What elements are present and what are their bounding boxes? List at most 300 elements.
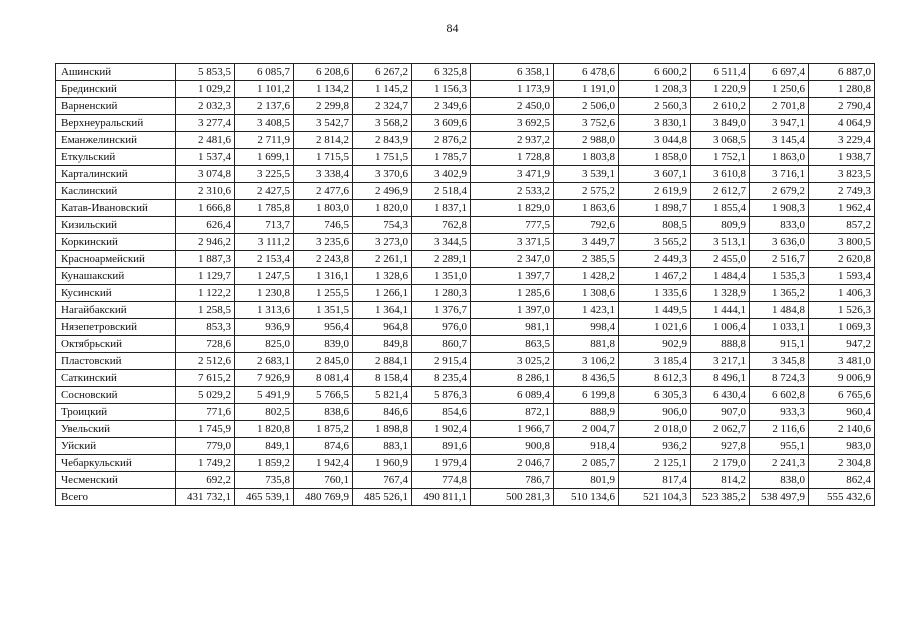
value-cell: 933,3	[750, 404, 809, 421]
value-cell: 956,4	[294, 319, 353, 336]
value-cell: 1 029,2	[176, 81, 235, 98]
value-cell: 9 006,9	[809, 370, 875, 387]
value-cell: 849,8	[353, 336, 412, 353]
value-cell: 8 612,3	[619, 370, 691, 387]
district-name-cell: Всего	[56, 489, 176, 506]
value-cell: 2 455,0	[691, 251, 750, 268]
value-cell: 6 085,7	[235, 64, 294, 81]
table-row	[56, 353, 875, 370]
value-cell: 1 484,8	[750, 302, 809, 319]
value-cell: 3 370,6	[353, 166, 412, 183]
value-cell: 2 347,0	[471, 251, 554, 268]
value-cell: 1 308,6	[554, 285, 619, 302]
value-cell: 2 179,0	[691, 455, 750, 472]
value-cell: 3 449,7	[554, 234, 619, 251]
value-cell: 2 946,2	[176, 234, 235, 251]
value-cell: 2 496,9	[353, 183, 412, 200]
value-cell: 1 938,7	[809, 149, 875, 166]
value-cell: 839,0	[294, 336, 353, 353]
district-name-cell: Коркинский	[56, 234, 176, 251]
value-cell: 2 449,3	[619, 251, 691, 268]
value-cell: 1 820,8	[235, 421, 294, 438]
value-cell: 5 491,9	[235, 387, 294, 404]
value-cell: 2 845,0	[294, 353, 353, 370]
value-cell: 1 449,5	[619, 302, 691, 319]
value-cell: 1 364,1	[353, 302, 412, 319]
value-cell: 927,8	[691, 438, 750, 455]
value-cell: 8 235,4	[412, 370, 471, 387]
value-cell: 891,6	[412, 438, 471, 455]
value-cell: 983,0	[809, 438, 875, 455]
value-cell: 3 636,0	[750, 234, 809, 251]
value-cell: 1 863,0	[750, 149, 809, 166]
value-cell: 1 351,5	[294, 302, 353, 319]
district-name-cell: Каслинский	[56, 183, 176, 200]
table-row	[56, 115, 875, 132]
value-cell: 2 481,6	[176, 132, 235, 149]
table-row	[56, 387, 875, 404]
value-cell: 2 032,3	[176, 98, 235, 115]
value-cell: 2 988,0	[554, 132, 619, 149]
value-cell: 1 785,8	[235, 200, 294, 217]
value-cell: 774,8	[412, 472, 471, 489]
value-cell: 2 915,4	[412, 353, 471, 370]
value-cell: 947,2	[809, 336, 875, 353]
value-cell: 777,5	[471, 217, 554, 234]
value-cell: 936,2	[619, 438, 691, 455]
value-cell: 8 081,4	[294, 370, 353, 387]
table-row	[56, 421, 875, 438]
value-cell: 918,4	[554, 438, 619, 455]
value-cell: 2 516,7	[750, 251, 809, 268]
district-name-cell: Еткульский	[56, 149, 176, 166]
value-cell: 906,0	[619, 404, 691, 421]
value-cell: 2 843,9	[353, 132, 412, 149]
value-cell: 2 619,9	[619, 183, 691, 200]
value-cell: 2 299,8	[294, 98, 353, 115]
value-cell: 2 241,3	[750, 455, 809, 472]
value-cell: 1 537,4	[176, 149, 235, 166]
district-name-cell: Брединский	[56, 81, 176, 98]
table-row	[56, 149, 875, 166]
district-name-cell: Октябрьский	[56, 336, 176, 353]
table-row	[56, 200, 875, 217]
district-name-cell: Сосновский	[56, 387, 176, 404]
value-cell: 5 853,5	[176, 64, 235, 81]
value-cell: 888,9	[554, 404, 619, 421]
value-cell: 1 280,3	[412, 285, 471, 302]
value-cell: 6 600,2	[619, 64, 691, 81]
value-cell: 801,9	[554, 472, 619, 489]
value-cell: 1 942,4	[294, 455, 353, 472]
value-cell: 3 025,2	[471, 353, 554, 370]
value-cell: 1 467,2	[619, 268, 691, 285]
value-cell: 2 289,1	[412, 251, 471, 268]
value-cell: 1 335,6	[619, 285, 691, 302]
value-cell: 2 243,8	[294, 251, 353, 268]
value-cell: 521 104,3	[619, 489, 691, 506]
value-cell: 2 140,6	[809, 421, 875, 438]
value-cell: 3 481,0	[809, 353, 875, 370]
value-cell: 808,5	[619, 217, 691, 234]
value-cell: 2 560,3	[619, 98, 691, 115]
value-cell: 1 829,0	[471, 200, 554, 217]
value-cell: 692,2	[176, 472, 235, 489]
value-cell: 1 749,2	[176, 455, 235, 472]
value-cell: 3 542,7	[294, 115, 353, 132]
value-cell: 1 887,3	[176, 251, 235, 268]
value-cell: 1 752,1	[691, 149, 750, 166]
value-cell: 490 811,1	[412, 489, 471, 506]
value-cell: 779,0	[176, 438, 235, 455]
value-cell: 8 158,4	[353, 370, 412, 387]
district-name-cell: Пластовский	[56, 353, 176, 370]
value-cell: 762,8	[412, 217, 471, 234]
value-cell: 754,3	[353, 217, 412, 234]
value-cell: 1 230,8	[235, 285, 294, 302]
value-cell: 1 966,7	[471, 421, 554, 438]
value-cell: 1 526,3	[809, 302, 875, 319]
value-cell: 6 208,6	[294, 64, 353, 81]
district-name-cell: Варненский	[56, 98, 176, 115]
value-cell: 1 962,4	[809, 200, 875, 217]
value-cell: 792,6	[554, 217, 619, 234]
district-name-cell: Еманжелинский	[56, 132, 176, 149]
value-cell: 8 286,1	[471, 370, 554, 387]
value-cell: 431 732,1	[176, 489, 235, 506]
value-cell: 1 122,2	[176, 285, 235, 302]
value-cell: 2 518,4	[412, 183, 471, 200]
value-cell: 2 749,3	[809, 183, 875, 200]
value-cell: 735,8	[235, 472, 294, 489]
value-cell: 2 620,8	[809, 251, 875, 268]
value-cell: 1 484,4	[691, 268, 750, 285]
value-cell: 2 062,7	[691, 421, 750, 438]
value-cell: 2 506,0	[554, 98, 619, 115]
value-cell: 1 875,2	[294, 421, 353, 438]
district-name-cell: Чесменский	[56, 472, 176, 489]
value-cell: 3 800,5	[809, 234, 875, 251]
value-cell: 2 004,7	[554, 421, 619, 438]
value-cell: 6 305,3	[619, 387, 691, 404]
value-cell: 1 751,5	[353, 149, 412, 166]
value-cell: 981,1	[471, 319, 554, 336]
value-cell: 3 371,5	[471, 234, 554, 251]
table-row	[56, 217, 875, 234]
value-cell: 3 539,1	[554, 166, 619, 183]
value-cell: 849,1	[235, 438, 294, 455]
value-cell: 1 316,1	[294, 268, 353, 285]
value-cell: 2 304,8	[809, 455, 875, 472]
value-cell: 1 423,1	[554, 302, 619, 319]
district-name-cell: Кизильский	[56, 217, 176, 234]
value-cell: 523 385,2	[691, 489, 750, 506]
value-cell: 936,9	[235, 319, 294, 336]
value-cell: 8 496,1	[691, 370, 750, 387]
value-cell: 1 858,0	[619, 149, 691, 166]
value-cell: 3 568,2	[353, 115, 412, 132]
value-cell: 1 006,4	[691, 319, 750, 336]
value-cell: 2 701,8	[750, 98, 809, 115]
value-cell: 485 526,1	[353, 489, 412, 506]
value-cell: 1 021,6	[619, 319, 691, 336]
table-row	[56, 183, 875, 200]
value-cell: 4 064,9	[809, 115, 875, 132]
value-cell: 964,8	[353, 319, 412, 336]
value-cell: 2 450,0	[471, 98, 554, 115]
value-cell: 1 803,8	[554, 149, 619, 166]
value-cell: 3 610,8	[691, 166, 750, 183]
value-cell: 3 106,2	[554, 353, 619, 370]
value-cell: 3 344,5	[412, 234, 471, 251]
value-cell: 814,2	[691, 472, 750, 489]
value-cell: 746,5	[294, 217, 353, 234]
value-cell: 2 814,2	[294, 132, 353, 149]
value-cell: 480 769,9	[294, 489, 353, 506]
value-cell: 3 565,2	[619, 234, 691, 251]
value-cell: 1 397,0	[471, 302, 554, 319]
value-cell: 3 408,5	[235, 115, 294, 132]
value-cell: 838,6	[294, 404, 353, 421]
value-cell: 1 593,4	[809, 268, 875, 285]
value-cell: 3 692,5	[471, 115, 554, 132]
value-cell: 6 358,1	[471, 64, 554, 81]
district-name-cell: Саткинский	[56, 370, 176, 387]
value-cell: 1 033,1	[750, 319, 809, 336]
table-row	[56, 319, 875, 336]
table-row	[56, 166, 875, 183]
value-cell: 6 478,6	[554, 64, 619, 81]
value-cell: 1 979,4	[412, 455, 471, 472]
value-cell: 1 220,9	[691, 81, 750, 98]
value-cell: 626,4	[176, 217, 235, 234]
value-cell: 3 830,1	[619, 115, 691, 132]
value-cell: 874,6	[294, 438, 353, 455]
value-cell: 1 285,6	[471, 285, 554, 302]
value-cell: 6 697,4	[750, 64, 809, 81]
value-cell: 3 225,5	[235, 166, 294, 183]
value-cell: 1 535,3	[750, 268, 809, 285]
value-cell: 3 513,1	[691, 234, 750, 251]
value-cell: 3 185,4	[619, 353, 691, 370]
value-cell: 1 376,7	[412, 302, 471, 319]
value-cell: 2 575,2	[554, 183, 619, 200]
value-cell: 5 821,4	[353, 387, 412, 404]
value-cell: 1 313,6	[235, 302, 294, 319]
district-name-cell: Красноармейский	[56, 251, 176, 268]
value-cell: 833,0	[750, 217, 809, 234]
value-cell: 2 876,2	[412, 132, 471, 149]
value-cell: 6 325,8	[412, 64, 471, 81]
value-cell: 1 444,1	[691, 302, 750, 319]
value-cell: 998,4	[554, 319, 619, 336]
value-cell: 3 229,4	[809, 132, 875, 149]
value-cell: 863,5	[471, 336, 554, 353]
value-cell: 2 477,6	[294, 183, 353, 200]
value-cell: 6 430,4	[691, 387, 750, 404]
value-cell: 3 338,4	[294, 166, 353, 183]
table-body	[56, 64, 875, 506]
table-row	[56, 234, 875, 251]
value-cell: 2 884,1	[353, 353, 412, 370]
table-row	[56, 98, 875, 115]
value-cell: 3 111,2	[235, 234, 294, 251]
value-cell: 3 609,6	[412, 115, 471, 132]
value-cell: 3 235,6	[294, 234, 353, 251]
value-cell: 8 724,3	[750, 370, 809, 387]
table-row	[56, 251, 875, 268]
value-cell: 3 607,1	[619, 166, 691, 183]
value-cell: 2 612,7	[691, 183, 750, 200]
value-cell: 510 134,6	[554, 489, 619, 506]
district-name-cell: Нязепетровский	[56, 319, 176, 336]
value-cell: 555 432,6	[809, 489, 875, 506]
value-cell: 1 069,3	[809, 319, 875, 336]
value-cell: 3 044,8	[619, 132, 691, 149]
value-cell: 1 266,1	[353, 285, 412, 302]
value-cell: 1 156,3	[412, 81, 471, 98]
value-cell: 771,6	[176, 404, 235, 421]
value-cell: 2 125,1	[619, 455, 691, 472]
value-cell: 1 785,7	[412, 149, 471, 166]
value-cell: 3 947,1	[750, 115, 809, 132]
value-cell: 960,4	[809, 404, 875, 421]
value-cell: 5 766,5	[294, 387, 353, 404]
table-row	[56, 64, 875, 81]
table-row	[56, 336, 875, 353]
value-cell: 1 745,9	[176, 421, 235, 438]
value-cell: 907,0	[691, 404, 750, 421]
value-cell: 1 250,6	[750, 81, 809, 98]
value-cell: 2 116,6	[750, 421, 809, 438]
table-row	[56, 472, 875, 489]
value-cell: 2 937,2	[471, 132, 554, 149]
table-row	[56, 455, 875, 472]
value-cell: 1 855,4	[691, 200, 750, 217]
value-cell: 817,4	[619, 472, 691, 489]
table-row	[56, 132, 875, 149]
value-cell: 6 887,0	[809, 64, 875, 81]
value-cell: 2 310,6	[176, 183, 235, 200]
value-cell: 3 716,1	[750, 166, 809, 183]
table-row	[56, 489, 875, 506]
value-cell: 3 402,9	[412, 166, 471, 183]
value-cell: 1 365,2	[750, 285, 809, 302]
table-row	[56, 302, 875, 319]
value-cell: 1 129,7	[176, 268, 235, 285]
value-cell: 976,0	[412, 319, 471, 336]
value-cell: 6 602,8	[750, 387, 809, 404]
value-cell: 2 324,7	[353, 98, 412, 115]
table-row	[56, 370, 875, 387]
value-cell: 2 679,2	[750, 183, 809, 200]
value-cell: 1 208,3	[619, 81, 691, 98]
district-name-cell: Карталинский	[56, 166, 176, 183]
value-cell: 6 511,4	[691, 64, 750, 81]
value-cell: 1 715,5	[294, 149, 353, 166]
value-cell: 2 790,4	[809, 98, 875, 115]
value-cell: 760,1	[294, 472, 353, 489]
district-name-cell: Увельский	[56, 421, 176, 438]
value-cell: 3 217,1	[691, 353, 750, 370]
value-cell: 846,6	[353, 404, 412, 421]
value-cell: 1 820,0	[353, 200, 412, 217]
value-cell: 888,8	[691, 336, 750, 353]
value-cell: 1 397,7	[471, 268, 554, 285]
value-cell: 3 849,0	[691, 115, 750, 132]
value-cell: 2 018,0	[619, 421, 691, 438]
value-cell: 2 261,1	[353, 251, 412, 268]
value-cell: 1 258,5	[176, 302, 235, 319]
value-cell: 2 610,2	[691, 98, 750, 115]
district-name-cell: Ашинский	[56, 64, 176, 81]
value-cell: 1 699,1	[235, 149, 294, 166]
value-cell: 1 328,6	[353, 268, 412, 285]
value-cell: 2 533,2	[471, 183, 554, 200]
value-cell: 7 926,9	[235, 370, 294, 387]
table-row	[56, 404, 875, 421]
value-cell: 2 711,9	[235, 132, 294, 149]
value-cell: 825,0	[235, 336, 294, 353]
value-cell: 1 908,3	[750, 200, 809, 217]
value-cell: 3 752,6	[554, 115, 619, 132]
value-cell: 1 328,9	[691, 285, 750, 302]
district-name-cell: Кунашакский	[56, 268, 176, 285]
value-cell: 1 428,2	[554, 268, 619, 285]
value-cell: 1 898,8	[353, 421, 412, 438]
district-name-cell: Чебаркульский	[56, 455, 176, 472]
data-table	[55, 63, 875, 506]
value-cell: 1 173,9	[471, 81, 554, 98]
value-cell: 2 153,4	[235, 251, 294, 268]
page-number: 84	[446, 21, 459, 35]
value-cell: 1 837,1	[412, 200, 471, 217]
value-cell: 3 068,5	[691, 132, 750, 149]
district-name-cell: Нагайбакский	[56, 302, 176, 319]
value-cell: 8 436,5	[554, 370, 619, 387]
value-cell: 3 074,8	[176, 166, 235, 183]
district-name-cell: Катав-Ивановский	[56, 200, 176, 217]
value-cell: 500 281,3	[471, 489, 554, 506]
district-name-cell: Уйский	[56, 438, 176, 455]
table-row	[56, 268, 875, 285]
value-cell: 2 385,5	[554, 251, 619, 268]
district-name-cell: Троицкий	[56, 404, 176, 421]
value-cell: 2 349,6	[412, 98, 471, 115]
value-cell: 872,1	[471, 404, 554, 421]
value-cell: 1 280,8	[809, 81, 875, 98]
district-name-cell: Кусинский	[56, 285, 176, 302]
value-cell: 1 728,8	[471, 149, 554, 166]
value-cell: 853,3	[176, 319, 235, 336]
value-cell: 6 089,4	[471, 387, 554, 404]
value-cell: 6 199,8	[554, 387, 619, 404]
value-cell: 6 765,6	[809, 387, 875, 404]
value-cell: 2 512,6	[176, 353, 235, 370]
value-cell: 1 803,0	[294, 200, 353, 217]
value-cell: 1 666,8	[176, 200, 235, 217]
value-cell: 1 101,2	[235, 81, 294, 98]
value-cell: 3 823,5	[809, 166, 875, 183]
value-cell: 3 345,8	[750, 353, 809, 370]
value-cell: 857,2	[809, 217, 875, 234]
value-cell: 1 863,6	[554, 200, 619, 217]
value-cell: 5 029,2	[176, 387, 235, 404]
value-cell: 786,7	[471, 472, 554, 489]
value-cell: 1 255,5	[294, 285, 353, 302]
value-cell: 881,8	[554, 336, 619, 353]
value-cell: 6 267,2	[353, 64, 412, 81]
